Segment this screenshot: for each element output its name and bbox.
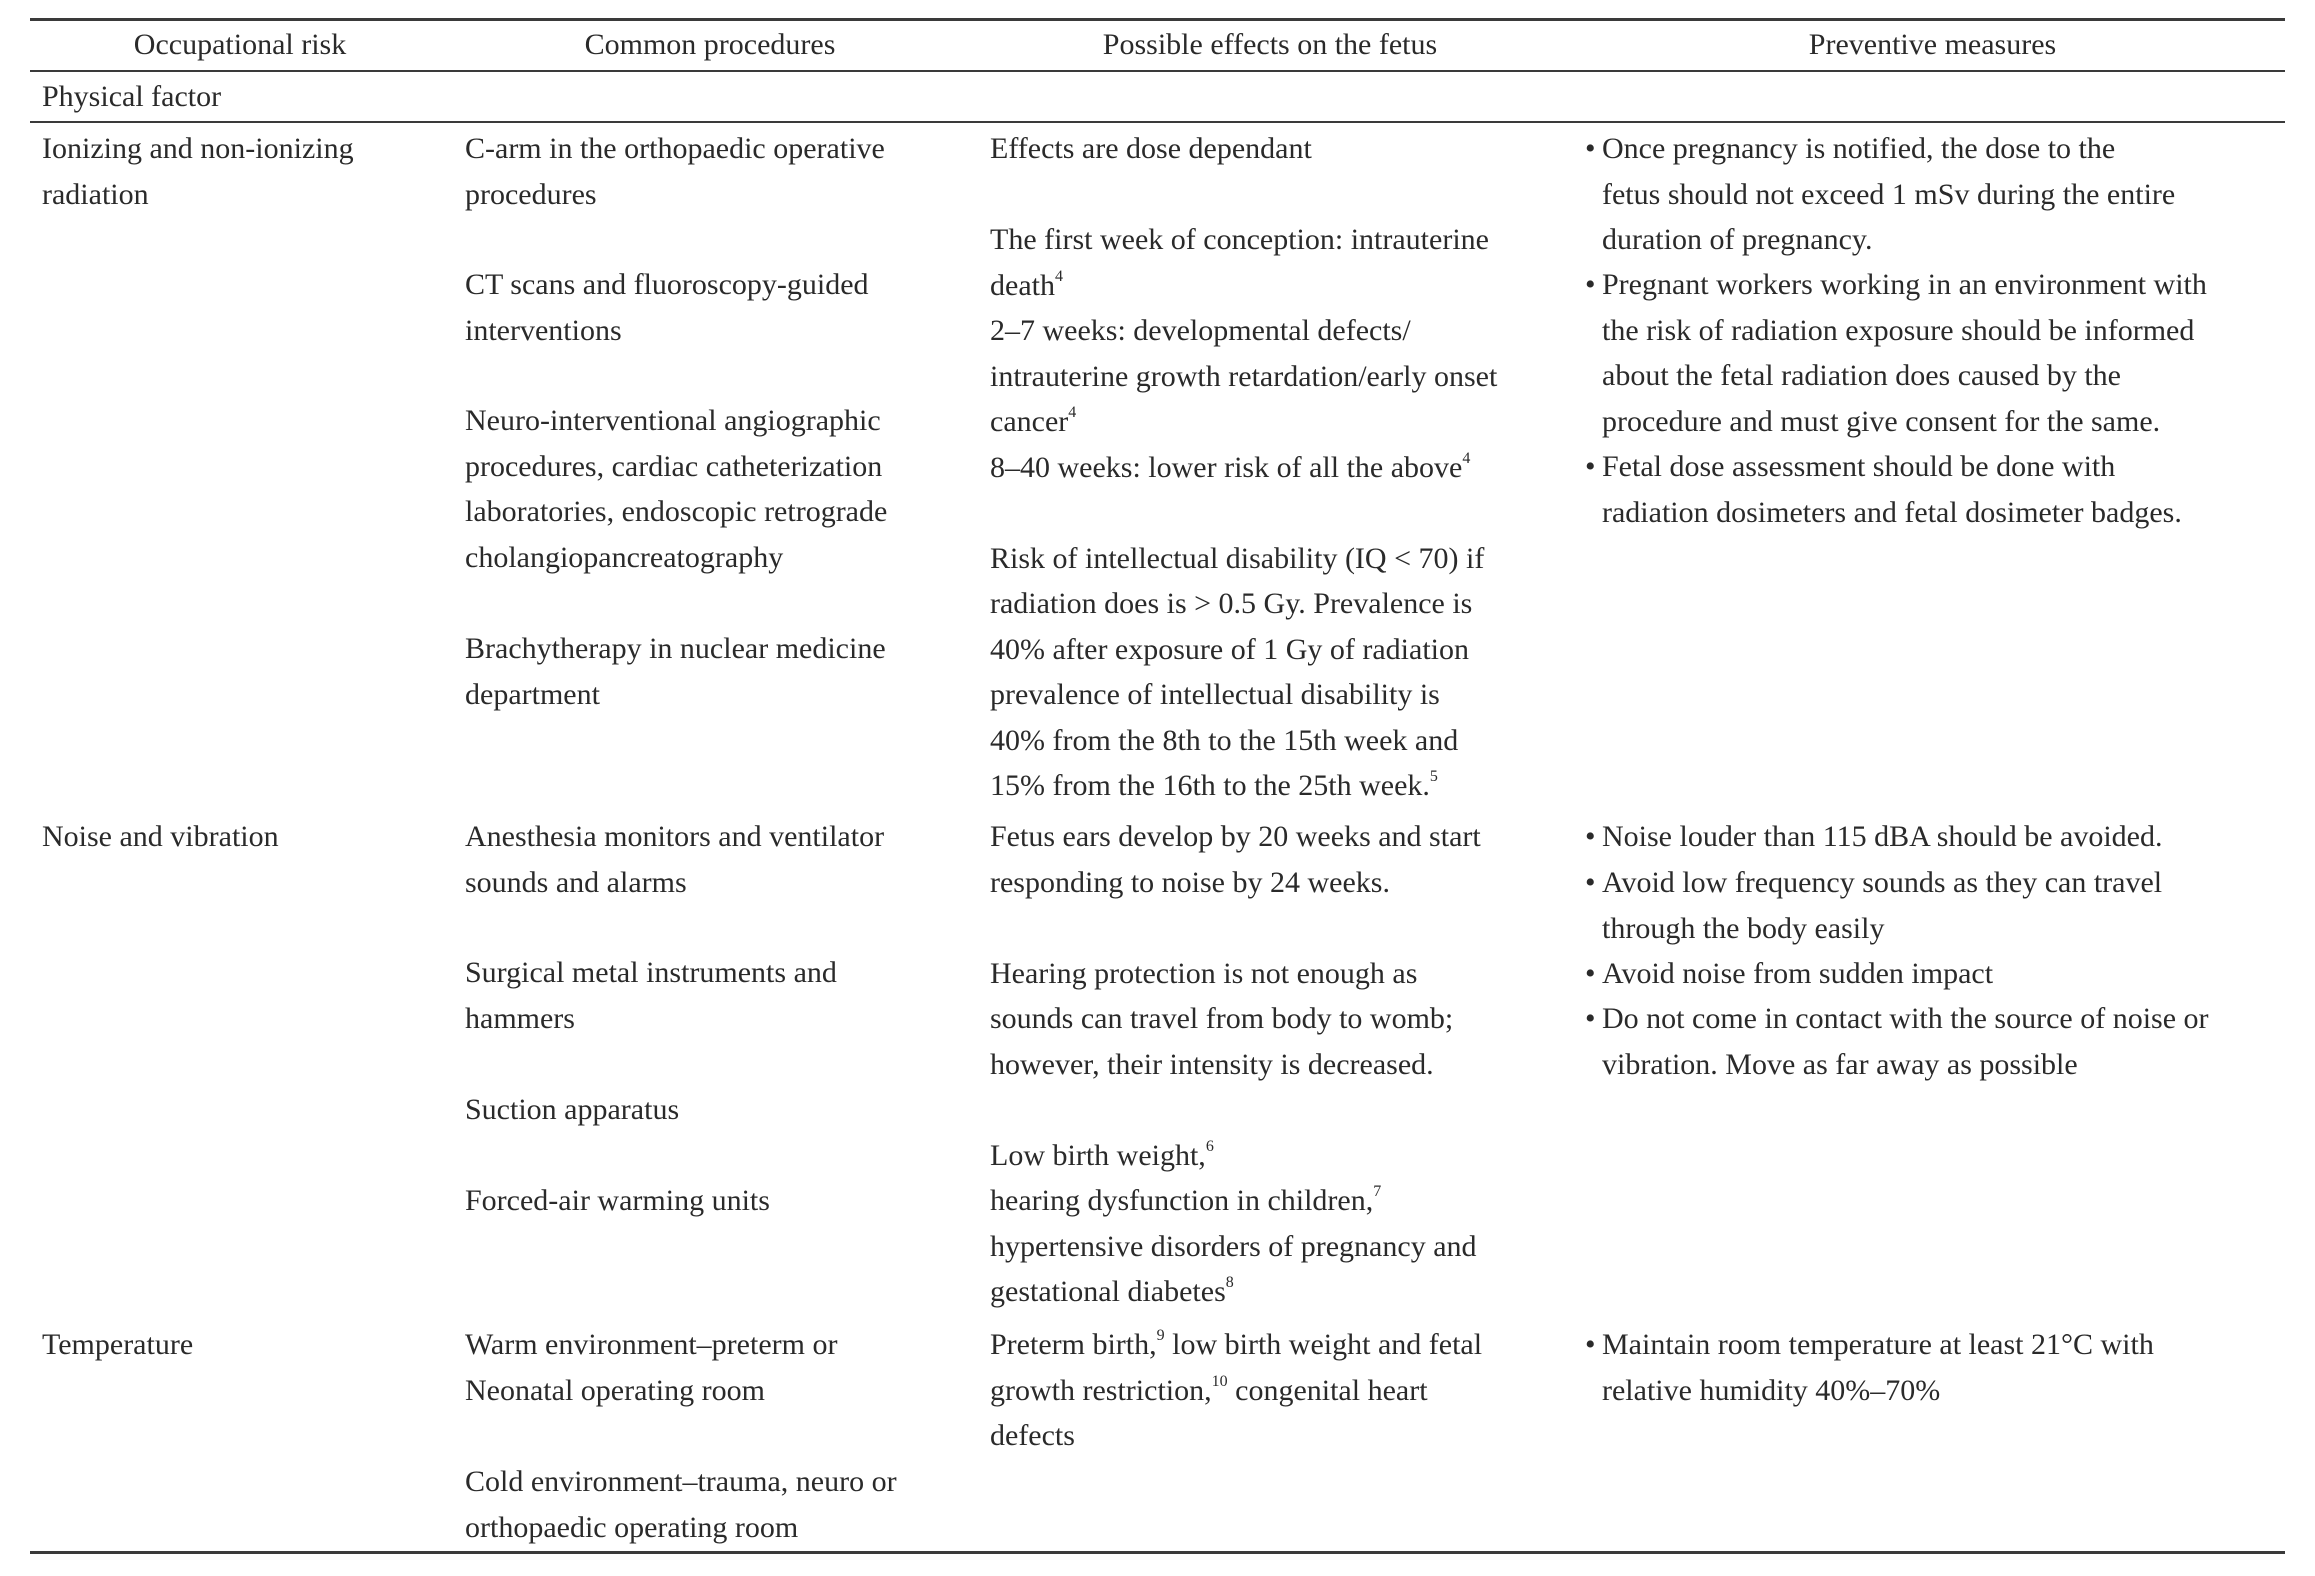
bullet: •: [1585, 820, 1596, 853]
procedure-item: Anesthesia monitors and ventilator sounds and alarms: [465, 820, 885, 899]
risk-cell: Noise and vibration: [42, 820, 279, 853]
reference-number: 4: [1462, 449, 1471, 467]
reference-number: 6: [1205, 1137, 1214, 1155]
procedure-item: Suction apparatus: [465, 1093, 680, 1126]
bullet: •: [1585, 450, 1596, 483]
procedure-item: Neuro-interventional angiographic procedures, cardiac catheterization laboratories, endoscopic retrograde cholangiopancreatography: [465, 404, 888, 574]
section-label: Physical factor: [42, 80, 222, 113]
procedure-item: C-arm in the orthopaedic operative procedures: [465, 132, 885, 211]
bullet: •: [1585, 1002, 1596, 1035]
bullet: •: [1585, 957, 1596, 990]
bottom-rule: [30, 1551, 2285, 1554]
risk-cell: Temperature: [42, 1328, 194, 1361]
effects-cell: Fetus ears develop by 20 weeks and start responding to noise by 24 weeks. Hearing protection is not enough as sounds can travel from body to womb; however, their intensity is decreased. Low birth weight,$^6$ hearing dysfunction in children,$^7$ hypertensive disorders of pregnancy and gestational diabetes$^8$: [990, 820, 1481, 1308]
reference-number: 8: [1225, 1274, 1234, 1291]
procedure-item: Forced-air warming units: [465, 1184, 770, 1217]
reference-number: 5: [1429, 768, 1438, 785]
reference-number: 9: [1156, 1327, 1165, 1344]
col-header-risk: Occupational risk: [133, 28, 347, 61]
col-header-measures: Preventive measures: [1808, 28, 2057, 61]
col-header-effects: Possible effects on the fetus: [1102, 28, 1438, 61]
effects-cell: Effects are dose dependant The first week of conception: intrauterine death$^4$ 2–7 weeks: developmental defects/ intrauterine growth retardation/early onset cancer$^4$ 8–40 weeks: lower risk of all the above$^4$ Risk of intellectual disability (IQ < 70) if radiation does is > 0.5 Gy. Prevalence is 40% after exposure of 1 Gy of radiation prevalence of intellectual disability is 40% from the 8th to the 15th week and 15% from the 16th to the 25th week.$^5$: [990, 132, 1498, 802]
top-rule: [30, 18, 2285, 21]
bullet: •: [1585, 132, 1596, 165]
procedure-item: Brachytherapy in nuclear medicine department: [465, 632, 886, 711]
procedure-item: CT scans and fluoroscopy-guided interventions: [465, 268, 869, 347]
reference-number: 7: [1373, 1183, 1382, 1200]
procedure-item: Warm environment–preterm or Neonatal operating room: [465, 1328, 838, 1407]
col-header-procedures: Common procedures: [584, 28, 836, 61]
reference-number: 10: [1211, 1372, 1228, 1390]
section-rule: [30, 121, 2285, 123]
procedure-item: Cold environment–trauma, neuro or orthopaedic operating room: [465, 1465, 897, 1544]
bullet: •: [1585, 1328, 1596, 1361]
bullet: •: [1585, 866, 1596, 899]
procedure-item: Surgical metal instruments and hammers: [465, 956, 837, 1035]
reference-number: 4: [1054, 267, 1063, 285]
bullet: •: [1585, 268, 1596, 301]
header-rule: [30, 70, 2285, 72]
reference-number: 4: [1068, 404, 1077, 421]
effects-cell: Preterm birth,$^9$ low birth weight and fetal growth restriction,$^{10}$ congenital heart defects: [990, 1327, 1483, 1452]
risk-cell: Ionizing and non-ionizing radiation: [42, 132, 354, 211]
